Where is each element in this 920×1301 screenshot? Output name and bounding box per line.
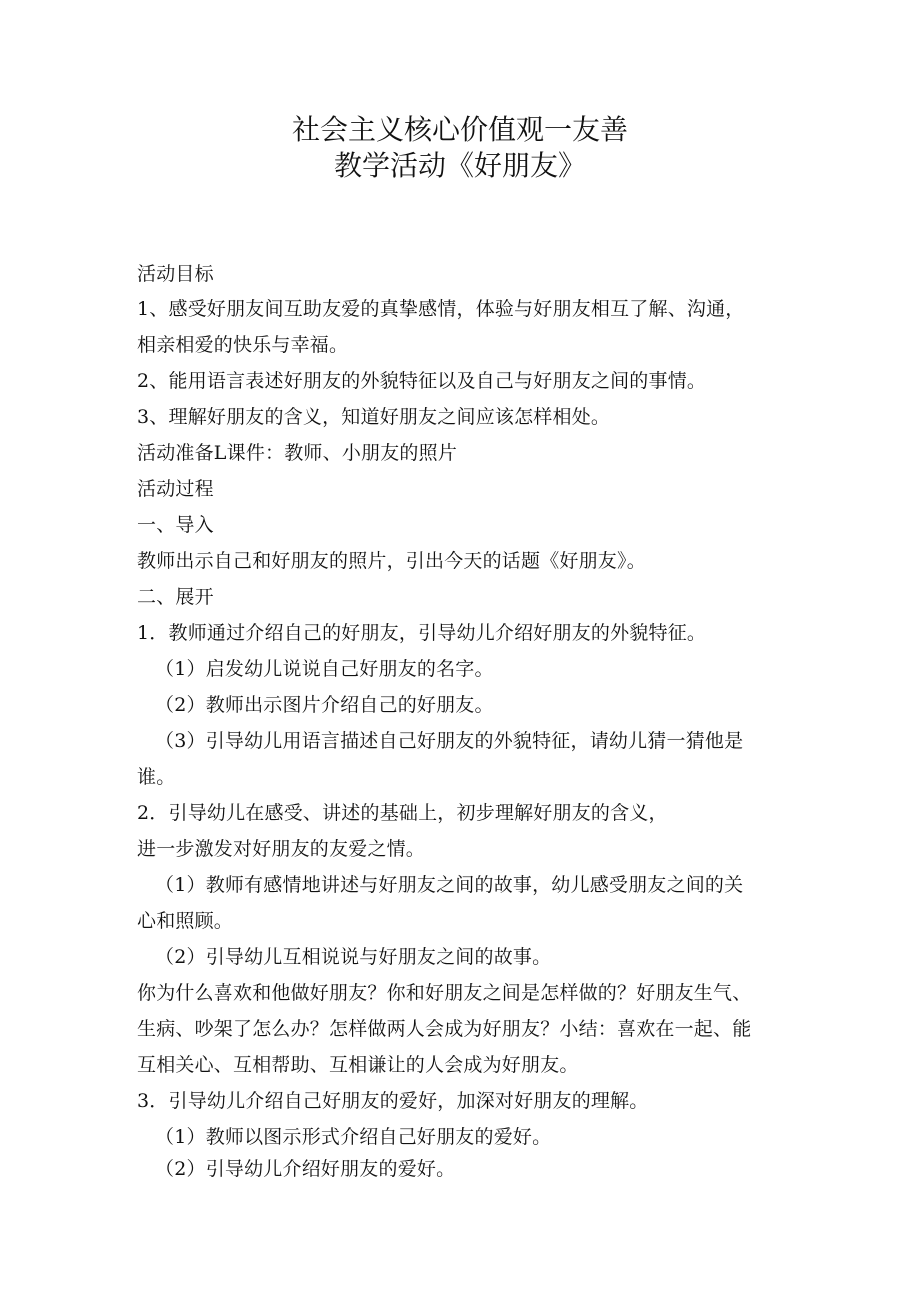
list-item: （2）引导幼儿介绍好朋友的爱好。 [155,1158,456,1180]
paragraph-line: 1．教师通过介绍自己的好朋友，引导幼儿介绍好朋友的外貌特征。 [137,622,707,644]
list-item: （3）引导幼儿用语言描述自己好朋友的外貌特征，请幼儿猜一猜他是 [155,730,744,752]
paragraph-line: 3．引导幼儿介绍自己好朋友的爱好，加深对好朋友的理解。 [137,1090,649,1112]
paragraph-line: 谁。 [137,766,176,788]
document-subtitle: 教学活动《好朋友》 [333,149,586,182]
paragraph-line: 2、能用语言表述好朋友的外貌特征以及自己与好朋友之间的事情。 [137,370,707,392]
list-item: （1）启发幼儿说说自己好朋友的名字。 [155,658,494,680]
section-heading-expand: 二、展开 [137,586,214,608]
paragraph-line: 2．引导幼儿在感受、讲述的基础上，初步理解好朋友的含义， [137,802,668,824]
paragraph-line: 进一步激发对好朋友的友爱之情。 [137,838,426,860]
list-item: （1）教师以图示形式介绍自己好朋友的爱好。 [155,1126,552,1148]
paragraph-line: 教师出示自己和好朋友的照片，引出今天的话题《好朋友》。 [137,550,646,572]
paragraph-line: 活动准备L课件：教师、小朋友的照片 [137,442,458,464]
paragraph-line: 3、理解好朋友的含义，知道好朋友之间应该怎样相处。 [137,406,611,428]
list-item: （2）引导幼儿互相说说与好朋友之间的故事。 [155,946,552,968]
paragraph-line: 你为什么喜欢和他做好朋友？你和好朋友之间是怎样做的？好朋友生气、 [137,982,752,1004]
paragraph-line: 1、感受好朋友间互助友爱的真挚感情，体验与好朋友相互了解、沟通， [137,298,745,320]
paragraph-line: 心和照顾。 [137,910,234,932]
section-heading-intro: 一、导入 [137,514,214,536]
document-title: 社会主义核心价值观一友善 [291,113,628,146]
paragraph-line: 相亲相爱的快乐与幸福。 [137,334,349,356]
list-item: （2）教师出示图片介绍自己的好朋友。 [155,694,494,716]
list-item: （1）教师有感情地讲述与好朋友之间的故事，幼儿感受朋友之间的关 [155,874,744,896]
section-heading-goals: 活动目标 [137,263,214,285]
section-heading-process: 活动过程 [137,478,214,500]
paragraph-line: 互相关心、互相帮助、互相谦让的人会成为好朋友。 [137,1054,579,1076]
paragraph-line: 生病、吵架了怎么办？怎样做两人会成为好朋友？小结：喜欢在一起、能 [137,1018,752,1040]
